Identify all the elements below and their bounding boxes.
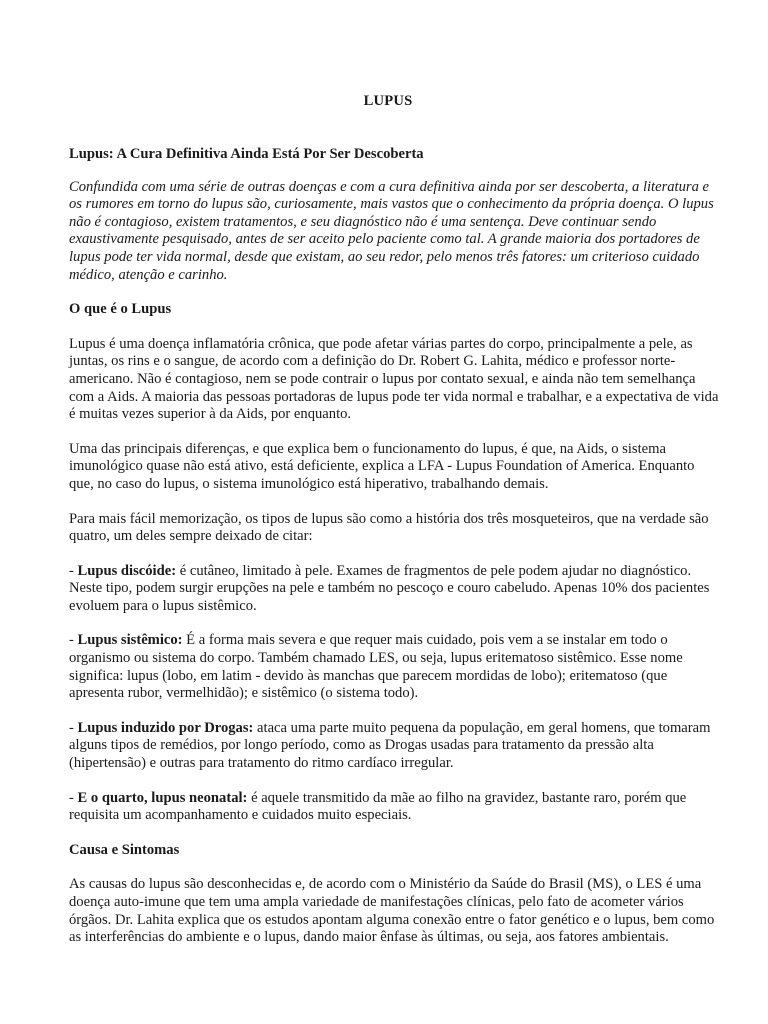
intro-paragraph: Confundida com uma série de outras doenças e com a cura definitiva ainda por ser descoberta, a literatura e os rumores em torno do lupus são, curiosamente, mais vastos que o conhecimento da própria doença. O lupus não é contagioso, existem tratamentos, e seu diagnóstico não é uma sentença. Deve continuar sendo exaustivamente pesquisado, antes de ser aceito pelo paciente como tal. A grande maioria dos portadores de lupus pode ter vida normal, desde que existam, ao seu redor, pelo menos três fatores: um criterioso cuidado médico, atenção e carinho. [69,178,714,283]
paragraph-differences: Uma das principais diferenças, e que explica bem o funcionamento do lupus, é que, na Aids, o sistema imunológico quase não está ativo, está deficiente, explica a LFA - Lupus Foundation of America. Enquanto que, no caso do lupus, o sistema imunológico está hiperativo, trabalhando demais. [69,440,695,492]
type-prefix: - [69,789,78,806]
section-heading-causes-symptoms: Causa e Sintomas [69,841,180,858]
type-description: ataca uma parte muito pequena da população, em geral homens, que tomaram alguns tipos de remédios, por longo período, como as Drogas usadas para tratamento da pressão alta (hipertensão) e outras para tratamento do ritmo cardíaco irregular. [69,719,711,772]
type-description: É a forma mais severa e que requer mais cuidado, pois vem a se instalar em todo o organismo ou sistema do corpo. Também chamado LES, ou seja, lupus eritematoso sistêmico. Esse nome significa: lupus (lobo, em latim - devido às manchas que parecem mordidas de lobo); eritematoso (que apresenta rubor, vermelhidão); e sistêmico (o sistema todo). [69,632,683,702]
section-heading-what-is-lupus: O que é o Lupus [69,301,172,318]
type-term: Lupus discóide: [77,562,177,579]
lupus-type-item [69,632,719,702]
type-term: Lupus sistêmico: [77,632,183,649]
document-body [69,146,719,964]
type-term: E o quarto, lupus neonatal: [77,789,248,806]
lupus-type-item [69,790,719,825]
type-term: Lupus induzido por Drogas: [77,719,254,736]
document-title: LUPUS [363,93,413,109]
paragraph-types-intro: Para mais fácil memorização, os tipos de lupus são como a história dos três mosqueteiros, que na verdade são quatro, um deles sempre deixado de citar: [69,510,709,545]
paragraph-definition: Lupus é uma doença inflamatória crônica, que pode afetar várias partes do corpo, principalmente a pele, as juntas, os rins e o sangue, de acordo com a definição do Dr. Robert G. Lahita, médico e professor norte-americano. Não é contagioso, nem se pode contrair o lupus por contato sexual, e ainda não tem semelhança com a Aids. A maioria das pessoas portadoras de lupus pode ter vida normal e trabalhar, e a expectativa de vida é muitas vezes superior à da Aids, por enquanto. [69,335,719,423]
type-prefix: - [69,632,78,649]
type-description: é cutâneo, limitado à pele. Exames de fragmentos de pele podem ajudar no diagnóstico. Neste tipo, podem surgir erupções na pele e também no pescoço e couro cabeludo. Apenas 10% dos pacientes evoluem para o lupus sistêmico. [69,562,710,614]
type-description: é aquele transmitido da mãe ao filho na gravidez, bastante raro, porém que requisita um acompanhamento e cuidados muito especiais. [69,789,687,824]
type-prefix: - [69,562,78,579]
type-prefix: - [69,719,78,736]
document-subtitle: Lupus: A Cura Definitiva Ainda Está Por Ser Descoberta [69,146,424,162]
lupus-type-item [69,720,719,773]
lupus-type-item [69,563,719,616]
paragraph-causes: As causas do lupus são desconhecidas e, de acordo com o Ministério da Saúde do Brasil (MS), o LES é uma doença auto-imune que tem uma ampla variedade de manifestações clínicas, pelo fato de acometer vários órgãos. Dr. Lahita explica que os estudos apontam alguma conexão entre o fator genético e o lupus, bem como as interferências do ambiente e o lupus, dando maior ênfase às últimas, ou seja, aos fatores ambientais. [69,876,715,946]
